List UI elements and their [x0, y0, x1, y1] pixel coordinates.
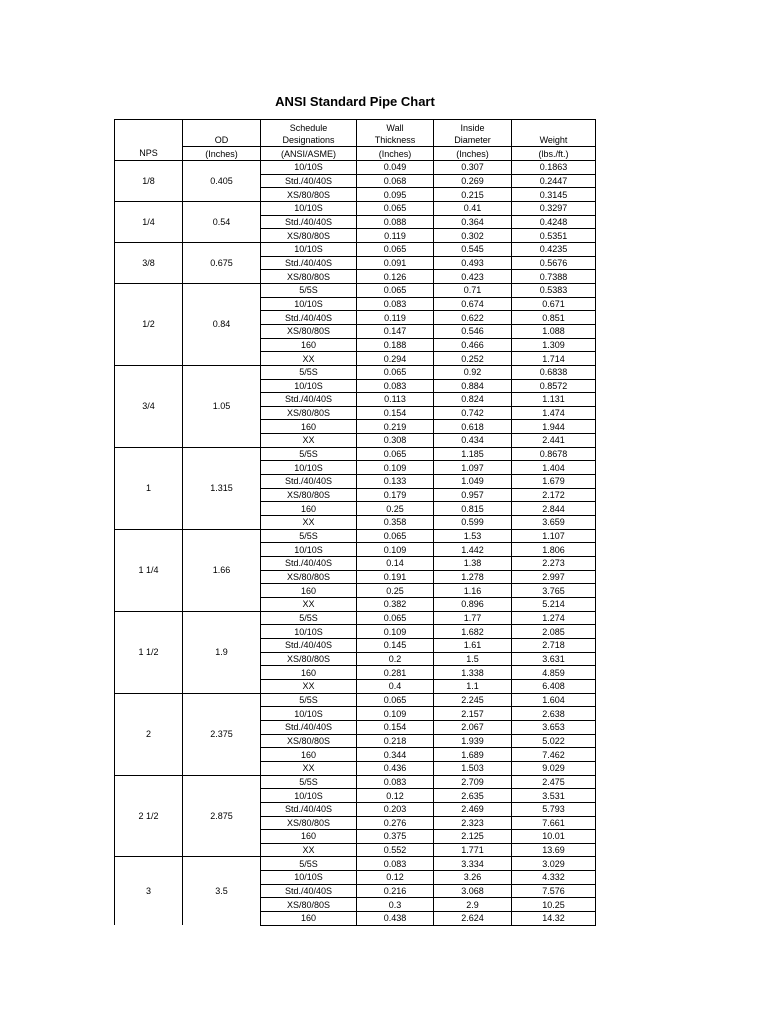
wall-thickness-cell: 0.12 — [357, 871, 434, 885]
inside-diameter-cell: 1.61 — [434, 638, 512, 652]
nps-cell: 1 1/4 — [115, 529, 183, 611]
schedule-cell: Std./40/40S — [261, 638, 357, 652]
weight-cell: 6.408 — [512, 679, 596, 693]
schedule-cell: Std./40/40S — [261, 720, 357, 734]
inside-diameter-cell: 1.771 — [434, 843, 512, 857]
weight-cell: 2.172 — [512, 488, 596, 502]
wall-thickness-cell: 0.179 — [357, 488, 434, 502]
wall-thickness-cell: 0.2 — [357, 652, 434, 666]
pipe-chart-table — [114, 119, 596, 926]
inside-diameter-cell: 1.1 — [434, 679, 512, 693]
wall-thickness-cell: 0.216 — [357, 884, 434, 898]
wall-thickness-cell: 0.109 — [357, 543, 434, 557]
weight-cell: 4.332 — [512, 871, 596, 885]
schedule-cell: 160 — [261, 584, 357, 598]
wall-thickness-cell: 0.218 — [357, 734, 434, 748]
schedule-cell: 160 — [261, 912, 357, 926]
weight-cell: 3.659 — [512, 516, 596, 530]
weight-cell: 7.462 — [512, 748, 596, 762]
table-row — [115, 611, 596, 625]
schedule-cell: XS/80/80S — [261, 406, 357, 420]
schedule-cell: XS/80/80S — [261, 188, 357, 202]
schedule-cell: 5/5S — [261, 611, 357, 625]
inside-diameter-cell: 0.364 — [434, 215, 512, 229]
weight-cell: 2.718 — [512, 638, 596, 652]
inside-diameter-cell: 0.742 — [434, 406, 512, 420]
schedule-cell: XX — [261, 352, 357, 366]
wall-thickness-cell: 0.25 — [357, 502, 434, 516]
table-row — [115, 857, 596, 871]
nps-cell: 3/4 — [115, 365, 183, 447]
header-row-bottom — [115, 147, 596, 161]
schedule-cell: XS/80/80S — [261, 570, 357, 584]
header-schedule-line1: Schedule — [289, 123, 328, 133]
wall-thickness-cell: 0.281 — [357, 666, 434, 680]
inside-diameter-cell: 0.41 — [434, 201, 512, 215]
wall-thickness-cell: 0.109 — [357, 461, 434, 475]
header-wall-units: (Inches) — [357, 147, 434, 161]
weight-cell: 1.474 — [512, 406, 596, 420]
wall-thickness-cell: 0.083 — [357, 297, 434, 311]
schedule-cell: Std./40/40S — [261, 557, 357, 571]
weight-cell: 10.01 — [512, 830, 596, 844]
inside-diameter-cell: 2.125 — [434, 830, 512, 844]
weight-cell: 3.653 — [512, 720, 596, 734]
inside-diameter-cell: 1.53 — [434, 529, 512, 543]
inside-diameter-cell: 2.245 — [434, 693, 512, 707]
nps-cell: 2 1/2 — [115, 775, 183, 857]
od-cell: 1.05 — [183, 365, 261, 447]
schedule-cell: 10/10S — [261, 297, 357, 311]
schedule-cell: XS/80/80S — [261, 270, 357, 284]
schedule-cell: XX — [261, 598, 357, 612]
table-row — [115, 161, 596, 175]
inside-diameter-cell: 1.682 — [434, 625, 512, 639]
od-cell: 1.315 — [183, 447, 261, 529]
inside-diameter-cell: 2.635 — [434, 789, 512, 803]
weight-cell: 14.32 — [512, 912, 596, 926]
inside-diameter-cell: 1.77 — [434, 611, 512, 625]
nps-cell: 1 — [115, 447, 183, 529]
weight-cell: 2.844 — [512, 502, 596, 516]
schedule-cell: XX — [261, 761, 357, 775]
schedule-cell: XX — [261, 843, 357, 857]
wall-thickness-cell: 0.065 — [357, 447, 434, 461]
header-id-line1: Inside — [460, 123, 485, 133]
wall-thickness-cell: 0.065 — [357, 611, 434, 625]
header-od-units: (Inches) — [183, 147, 261, 161]
weight-cell: 10.25 — [512, 898, 596, 912]
header-row-top — [115, 120, 596, 147]
wall-thickness-cell: 0.083 — [357, 379, 434, 393]
inside-diameter-cell: 1.503 — [434, 761, 512, 775]
weight-cell: 3.531 — [512, 789, 596, 803]
wall-thickness-cell: 0.113 — [357, 393, 434, 407]
schedule-cell: XS/80/80S — [261, 229, 357, 243]
header-nps: NPS — [115, 147, 183, 161]
od-cell: 0.405 — [183, 161, 261, 202]
weight-cell: 1.274 — [512, 611, 596, 625]
header-id-units: (Inches) — [434, 147, 512, 161]
schedule-cell: 5/5S — [261, 529, 357, 543]
wall-thickness-cell: 0.308 — [357, 434, 434, 448]
inside-diameter-cell: 0.466 — [434, 338, 512, 352]
wall-thickness-cell: 0.109 — [357, 707, 434, 721]
wall-thickness-cell: 0.119 — [357, 229, 434, 243]
header-id-line2: Diameter — [454, 135, 491, 145]
wall-thickness-cell: 0.083 — [357, 775, 434, 789]
wall-thickness-cell: 0.344 — [357, 748, 434, 762]
weight-cell: 2.441 — [512, 434, 596, 448]
wall-thickness-cell: 0.375 — [357, 830, 434, 844]
od-cell: 2.875 — [183, 775, 261, 857]
wall-thickness-cell: 0.25 — [357, 584, 434, 598]
inside-diameter-cell: 3.334 — [434, 857, 512, 871]
wall-thickness-cell: 0.065 — [357, 242, 434, 256]
weight-cell: 3.631 — [512, 652, 596, 666]
weight-cell: 0.3145 — [512, 188, 596, 202]
wall-thickness-cell: 0.119 — [357, 311, 434, 325]
wall-thickness-cell: 0.3 — [357, 898, 434, 912]
schedule-cell: 10/10S — [261, 543, 357, 557]
schedule-cell: XX — [261, 679, 357, 693]
schedule-cell: XS/80/80S — [261, 734, 357, 748]
wall-thickness-cell: 0.191 — [357, 570, 434, 584]
inside-diameter-cell: 2.469 — [434, 802, 512, 816]
schedule-cell: 10/10S — [261, 379, 357, 393]
inside-diameter-cell: 0.307 — [434, 161, 512, 175]
schedule-cell: 160 — [261, 420, 357, 434]
schedule-cell: 10/10S — [261, 789, 357, 803]
schedule-cell: 160 — [261, 830, 357, 844]
weight-cell: 1.088 — [512, 324, 596, 338]
inside-diameter-cell: 0.434 — [434, 434, 512, 448]
header-wall-top — [357, 120, 434, 147]
schedule-cell: 5/5S — [261, 693, 357, 707]
weight-cell: 1.309 — [512, 338, 596, 352]
header-weight-top: Weight — [512, 120, 596, 147]
schedule-cell: 10/10S — [261, 461, 357, 475]
inside-diameter-cell: 1.689 — [434, 748, 512, 762]
weight-cell: 0.6838 — [512, 365, 596, 379]
schedule-cell: 10/10S — [261, 625, 357, 639]
weight-cell: 3.765 — [512, 584, 596, 598]
inside-diameter-cell: 0.957 — [434, 488, 512, 502]
schedule-cell: 10/10S — [261, 161, 357, 175]
wall-thickness-cell: 0.219 — [357, 420, 434, 434]
wall-thickness-cell: 0.4 — [357, 679, 434, 693]
schedule-cell: Std./40/40S — [261, 215, 357, 229]
wall-thickness-cell: 0.083 — [357, 857, 434, 871]
od-cell: 1.9 — [183, 611, 261, 693]
schedule-cell: 160 — [261, 502, 357, 516]
weight-cell: 1.131 — [512, 393, 596, 407]
weight-cell: 0.7388 — [512, 270, 596, 284]
weight-cell: 0.851 — [512, 311, 596, 325]
wall-thickness-cell: 0.065 — [357, 529, 434, 543]
schedule-cell: XS/80/80S — [261, 652, 357, 666]
header-schedule-top — [261, 120, 357, 147]
wall-thickness-cell: 0.154 — [357, 720, 434, 734]
inside-diameter-cell: 2.709 — [434, 775, 512, 789]
weight-cell: 1.679 — [512, 475, 596, 489]
inside-diameter-cell: 1.442 — [434, 543, 512, 557]
wall-thickness-cell: 0.154 — [357, 406, 434, 420]
inside-diameter-cell: 0.674 — [434, 297, 512, 311]
wall-thickness-cell: 0.126 — [357, 270, 434, 284]
schedule-cell: Std./40/40S — [261, 256, 357, 270]
inside-diameter-cell: 0.815 — [434, 502, 512, 516]
schedule-cell: 160 — [261, 338, 357, 352]
schedule-cell: Std./40/40S — [261, 475, 357, 489]
weight-cell: 2.085 — [512, 625, 596, 639]
nps-cell: 3 — [115, 857, 183, 925]
weight-cell: 1.604 — [512, 693, 596, 707]
weight-cell: 13.69 — [512, 843, 596, 857]
table-row — [115, 365, 596, 379]
schedule-cell: Std./40/40S — [261, 393, 357, 407]
wall-thickness-cell: 0.065 — [357, 365, 434, 379]
weight-cell: 2.273 — [512, 557, 596, 571]
inside-diameter-cell: 0.71 — [434, 283, 512, 297]
weight-cell: 9.029 — [512, 761, 596, 775]
od-cell: 1.66 — [183, 529, 261, 611]
wall-thickness-cell: 0.382 — [357, 598, 434, 612]
inside-diameter-cell: 1.38 — [434, 557, 512, 571]
wall-thickness-cell: 0.188 — [357, 338, 434, 352]
schedule-cell: 10/10S — [261, 242, 357, 256]
schedule-cell: 160 — [261, 666, 357, 680]
schedule-cell: Std./40/40S — [261, 884, 357, 898]
inside-diameter-cell: 0.423 — [434, 270, 512, 284]
weight-cell: 2.638 — [512, 707, 596, 721]
inside-diameter-cell: 0.622 — [434, 311, 512, 325]
schedule-cell: XS/80/80S — [261, 898, 357, 912]
inside-diameter-cell: 2.9 — [434, 898, 512, 912]
weight-cell: 7.576 — [512, 884, 596, 898]
inside-diameter-cell: 2.323 — [434, 816, 512, 830]
schedule-cell: XX — [261, 434, 357, 448]
inside-diameter-cell: 3.26 — [434, 871, 512, 885]
od-cell: 3.5 — [183, 857, 261, 925]
table-row — [115, 529, 596, 543]
schedule-cell: XS/80/80S — [261, 816, 357, 830]
schedule-cell: 10/10S — [261, 707, 357, 721]
table-row — [115, 201, 596, 215]
schedule-cell: Std./40/40S — [261, 311, 357, 325]
header-wall-line1: Wall — [386, 123, 404, 133]
wall-thickness-cell: 0.203 — [357, 802, 434, 816]
schedule-cell: 160 — [261, 748, 357, 762]
weight-cell: 0.3297 — [512, 201, 596, 215]
inside-diameter-cell: 0.252 — [434, 352, 512, 366]
wall-thickness-cell: 0.276 — [357, 816, 434, 830]
inside-diameter-cell: 1.5 — [434, 652, 512, 666]
inside-diameter-cell: 0.618 — [434, 420, 512, 434]
weight-cell: 1.107 — [512, 529, 596, 543]
inside-diameter-cell: 1.16 — [434, 584, 512, 598]
weight-cell: 5.214 — [512, 598, 596, 612]
wall-thickness-cell: 0.133 — [357, 475, 434, 489]
schedule-cell: Std./40/40S — [261, 174, 357, 188]
schedule-cell: XX — [261, 516, 357, 530]
wall-thickness-cell: 0.552 — [357, 843, 434, 857]
wall-thickness-cell: 0.294 — [357, 352, 434, 366]
table-row — [115, 447, 596, 461]
schedule-cell: 5/5S — [261, 283, 357, 297]
weight-cell: 2.475 — [512, 775, 596, 789]
inside-diameter-cell: 0.546 — [434, 324, 512, 338]
inside-diameter-cell: 0.493 — [434, 256, 512, 270]
nps-cell: 3/8 — [115, 242, 183, 283]
inside-diameter-cell: 2.067 — [434, 720, 512, 734]
inside-diameter-cell: 0.215 — [434, 188, 512, 202]
table-row — [115, 283, 596, 297]
wall-thickness-cell: 0.109 — [357, 625, 434, 639]
weight-cell: 0.5383 — [512, 283, 596, 297]
weight-cell: 0.4235 — [512, 242, 596, 256]
header-wall-line2: Thickness — [374, 135, 416, 145]
weight-cell: 0.1863 — [512, 161, 596, 175]
schedule-cell: 5/5S — [261, 447, 357, 461]
header-schedule-units: (ANSI/ASME) — [261, 147, 357, 161]
schedule-cell: 10/10S — [261, 201, 357, 215]
page-title: ANSI Standard Pipe Chart — [275, 94, 435, 109]
weight-cell: 1.806 — [512, 543, 596, 557]
wall-thickness-cell: 0.068 — [357, 174, 434, 188]
weight-cell: 0.4248 — [512, 215, 596, 229]
weight-cell: 0.8572 — [512, 379, 596, 393]
schedule-cell: XS/80/80S — [261, 324, 357, 338]
od-cell: 0.84 — [183, 283, 261, 365]
inside-diameter-cell: 1.097 — [434, 461, 512, 475]
wall-thickness-cell: 0.065 — [357, 201, 434, 215]
wall-thickness-cell: 0.145 — [357, 638, 434, 652]
wall-thickness-cell: 0.436 — [357, 761, 434, 775]
inside-diameter-cell: 0.896 — [434, 598, 512, 612]
header-schedule-line2: Designations — [282, 135, 335, 145]
inside-diameter-cell: 2.624 — [434, 912, 512, 926]
weight-cell: 5.793 — [512, 802, 596, 816]
inside-diameter-cell: 0.92 — [434, 365, 512, 379]
inside-diameter-cell: 0.302 — [434, 229, 512, 243]
wall-thickness-cell: 0.088 — [357, 215, 434, 229]
wall-thickness-cell: 0.065 — [357, 693, 434, 707]
header-id-top — [434, 120, 512, 147]
weight-cell: 3.029 — [512, 857, 596, 871]
weight-cell: 1.714 — [512, 352, 596, 366]
nps-cell: 1/2 — [115, 283, 183, 365]
weight-cell: 1.404 — [512, 461, 596, 475]
inside-diameter-cell: 0.884 — [434, 379, 512, 393]
header-od-top: OD — [183, 120, 261, 147]
weight-cell: 4.859 — [512, 666, 596, 680]
inside-diameter-cell: 0.599 — [434, 516, 512, 530]
table-row — [115, 242, 596, 256]
table-row — [115, 775, 596, 789]
schedule-cell: 5/5S — [261, 365, 357, 379]
wall-thickness-cell: 0.065 — [357, 283, 434, 297]
schedule-cell: Std./40/40S — [261, 802, 357, 816]
weight-cell: 7.661 — [512, 816, 596, 830]
inside-diameter-cell: 1.049 — [434, 475, 512, 489]
inside-diameter-cell: 1.278 — [434, 570, 512, 584]
inside-diameter-cell: 0.545 — [434, 242, 512, 256]
wall-thickness-cell: 0.438 — [357, 912, 434, 926]
nps-cell: 2 — [115, 693, 183, 775]
wall-thickness-cell: 0.358 — [357, 516, 434, 530]
nps-cell: 1/4 — [115, 201, 183, 242]
inside-diameter-cell: 0.824 — [434, 393, 512, 407]
inside-diameter-cell: 2.157 — [434, 707, 512, 721]
weight-cell: 0.5351 — [512, 229, 596, 243]
wall-thickness-cell: 0.147 — [357, 324, 434, 338]
table-row — [115, 693, 596, 707]
weight-cell: 1.944 — [512, 420, 596, 434]
schedule-cell: 10/10S — [261, 871, 357, 885]
inside-diameter-cell: 1.939 — [434, 734, 512, 748]
wall-thickness-cell: 0.049 — [357, 161, 434, 175]
nps-cell: 1/8 — [115, 161, 183, 202]
inside-diameter-cell: 0.269 — [434, 174, 512, 188]
weight-cell: 0.5676 — [512, 256, 596, 270]
inside-diameter-cell: 1.338 — [434, 666, 512, 680]
header-nps-top — [115, 120, 183, 147]
inside-diameter-cell: 1.185 — [434, 447, 512, 461]
wall-thickness-cell: 0.14 — [357, 557, 434, 571]
od-cell: 0.675 — [183, 242, 261, 283]
od-cell: 0.54 — [183, 201, 261, 242]
weight-cell: 0.2447 — [512, 174, 596, 188]
wall-thickness-cell: 0.095 — [357, 188, 434, 202]
nps-cell: 1 1/2 — [115, 611, 183, 693]
schedule-cell: 5/5S — [261, 857, 357, 871]
wall-thickness-cell: 0.091 — [357, 256, 434, 270]
schedule-cell: 5/5S — [261, 775, 357, 789]
weight-cell: 0.671 — [512, 297, 596, 311]
weight-cell: 2.997 — [512, 570, 596, 584]
od-cell: 2.375 — [183, 693, 261, 775]
inside-diameter-cell: 3.068 — [434, 884, 512, 898]
header-weight-units: (lbs./ft.) — [512, 147, 596, 161]
schedule-cell: XS/80/80S — [261, 488, 357, 502]
weight-cell: 0.8678 — [512, 447, 596, 461]
weight-cell: 5.022 — [512, 734, 596, 748]
wall-thickness-cell: 0.12 — [357, 789, 434, 803]
